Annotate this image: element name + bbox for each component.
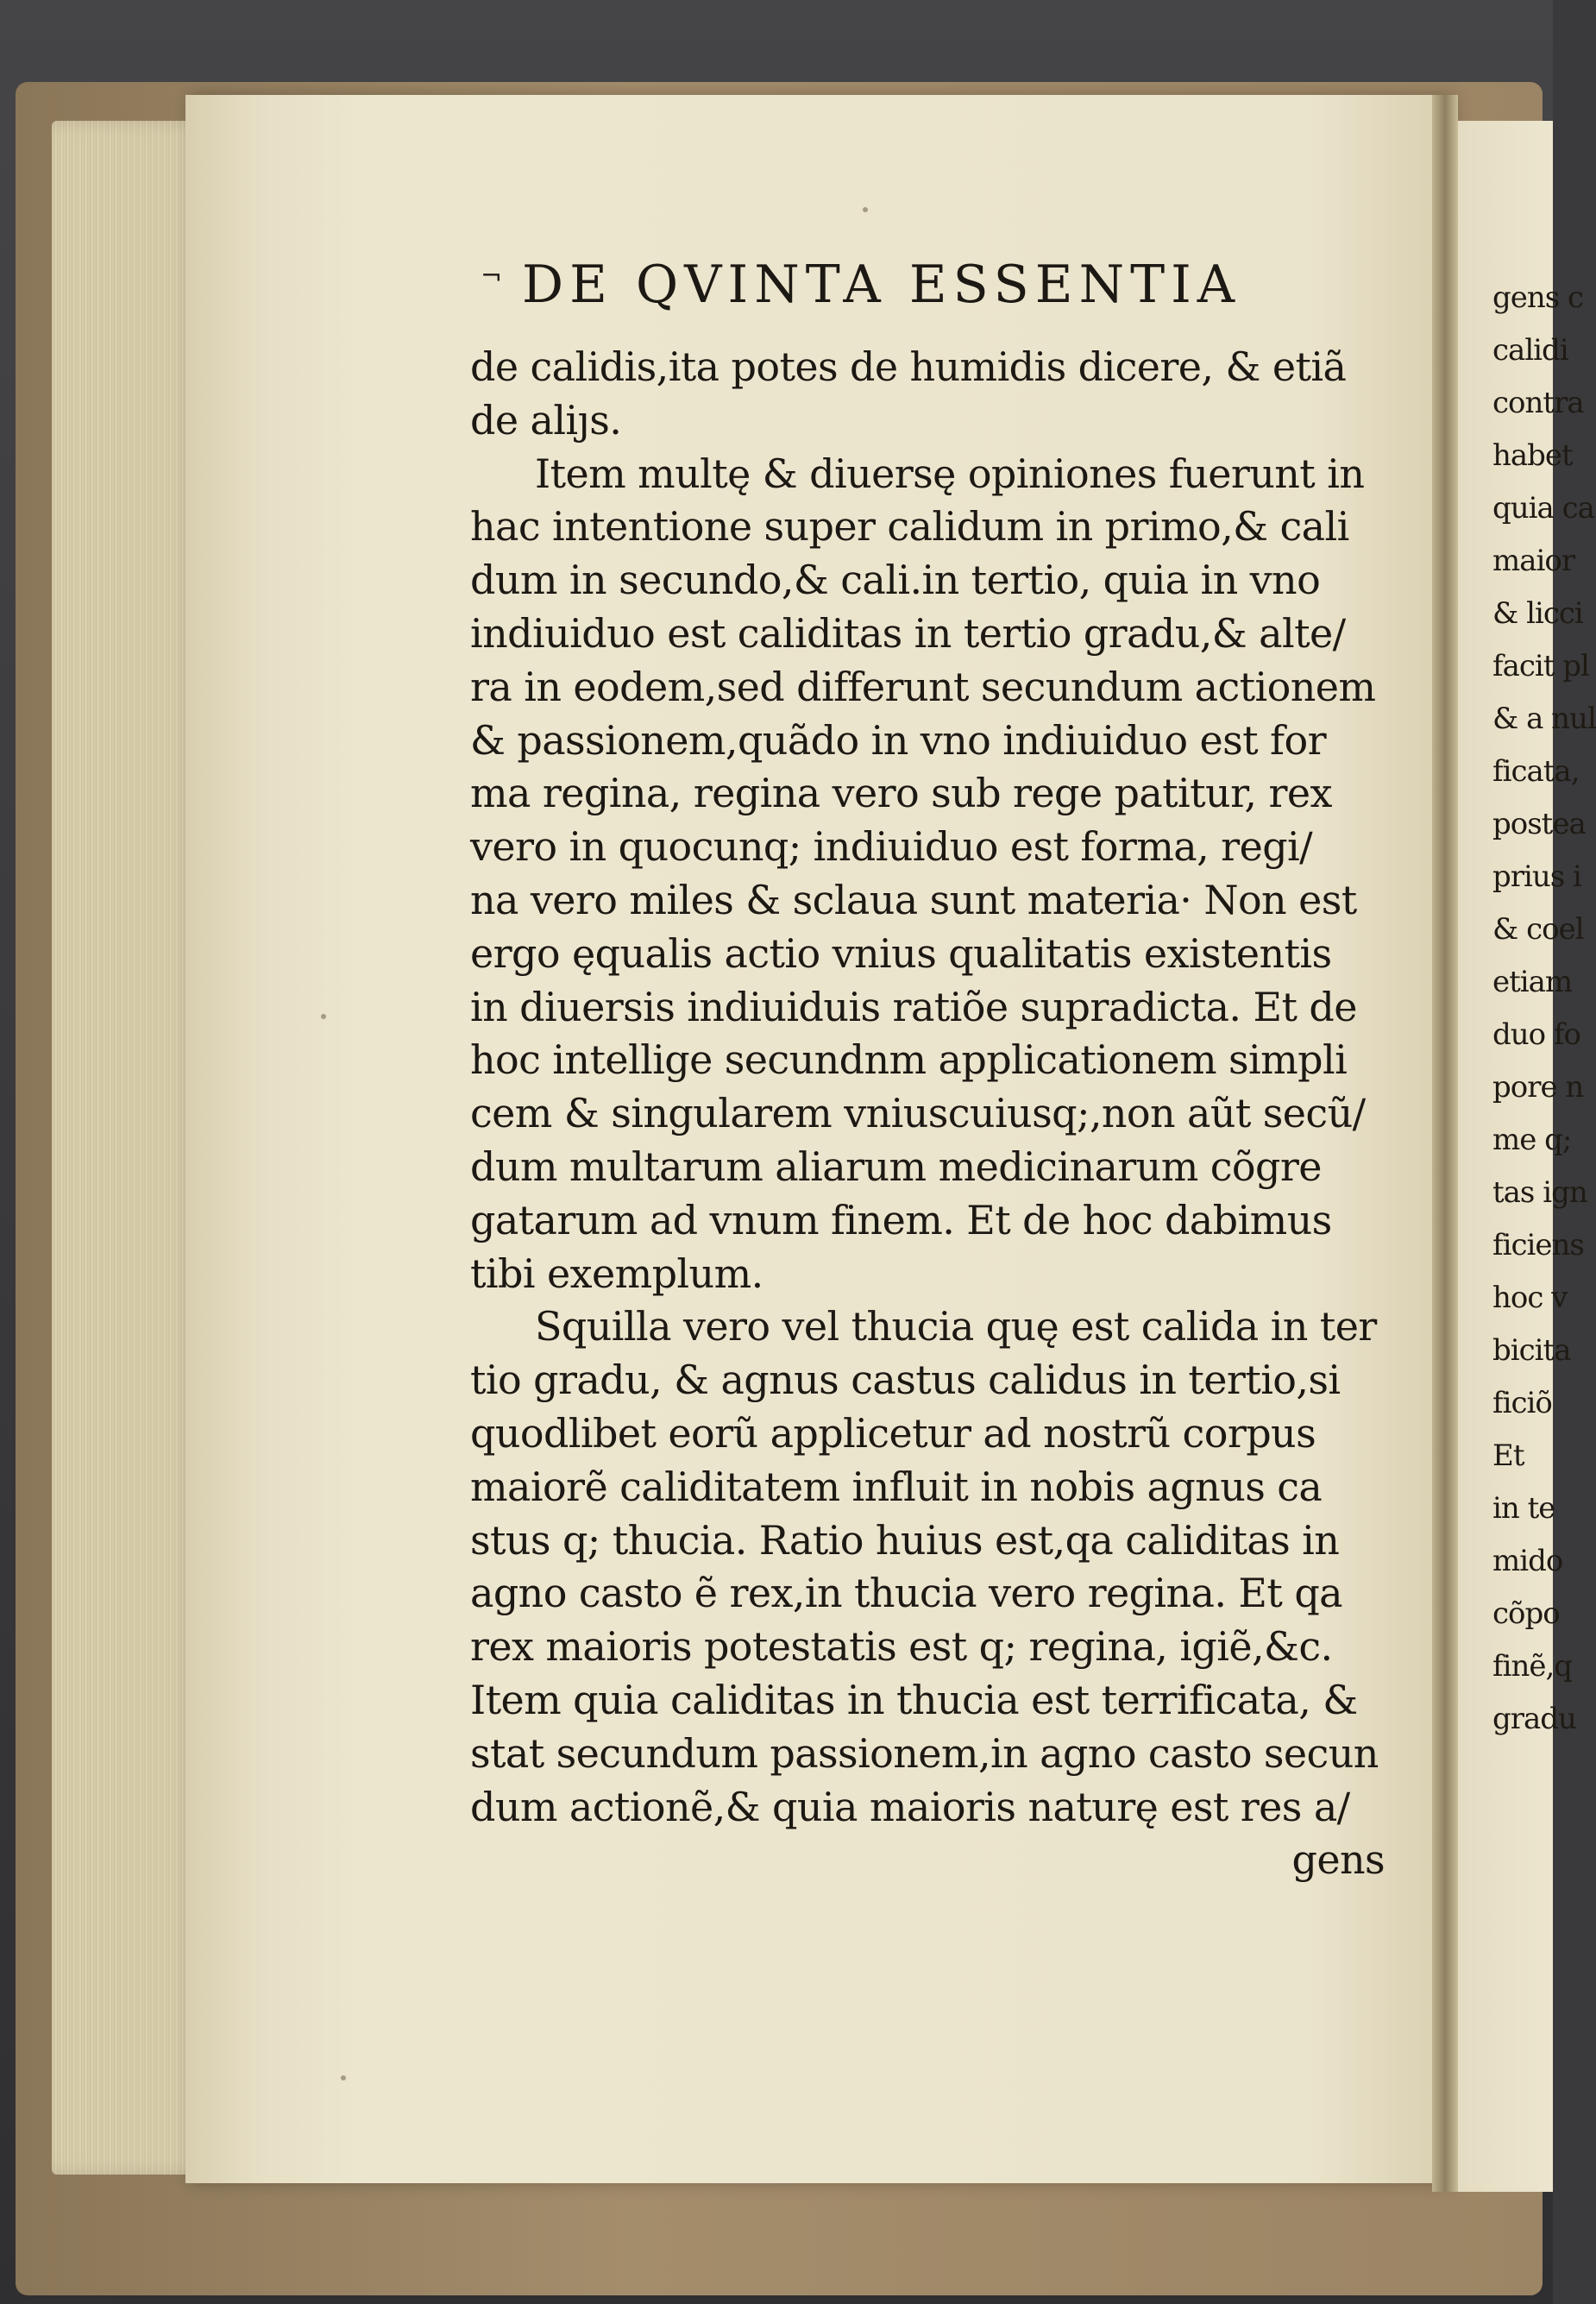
- facing-page-fragment: finẽ,q: [1492, 1649, 1573, 1684]
- facing-page-fragment: calidi: [1492, 333, 1568, 368]
- facing-page-fragment: & coel: [1492, 912, 1584, 947]
- facing-page-fragment: maior: [1492, 544, 1575, 578]
- facing-page-fragment: gens c: [1492, 280, 1584, 315]
- facing-page-fragment: prius i: [1492, 859, 1581, 894]
- facing-page-fragment: Et: [1492, 1438, 1524, 1473]
- facing-page-fragment: bicita: [1492, 1333, 1571, 1368]
- text-line: stus q; thucia. Ratio huius est,qa caliditas in: [470, 1516, 1340, 1564]
- paper-speck: [321, 1014, 326, 1019]
- facing-page-fragment: me q;: [1492, 1123, 1572, 1157]
- text-line: ma regina, regina vero sub rege patitur, rex: [470, 770, 1332, 817]
- page-text: [470, 255, 1385, 1887]
- facing-page-fragment: pore n: [1492, 1070, 1584, 1105]
- facing-page-fragment: postea: [1492, 807, 1586, 841]
- text-line: gatarum ad vnum finem. Et de hoc dabimus: [470, 1196, 1332, 1243]
- facing-page-fragment: & licci: [1492, 596, 1583, 631]
- text-line: ergo ęqualis actio vnius qualitatis existentis: [470, 929, 1332, 977]
- facing-page-fragment: quia ca: [1492, 491, 1594, 526]
- paper-speck: [863, 207, 868, 212]
- facing-page-fragment: cõpo: [1492, 1596, 1560, 1631]
- text-line: hac intentione super calidum in primo,& cali: [470, 503, 1349, 551]
- facing-page-fragment: habet: [1492, 438, 1573, 473]
- text-line: dum in secundo,& cali.in tertio, quia in vno: [470, 557, 1321, 604]
- facing-page-fragment: ficiens: [1492, 1228, 1584, 1262]
- facing-page: [1458, 121, 1596, 2192]
- text-line: ra in eodem,sed differunt secundum actionem: [470, 663, 1376, 710]
- text-line: dum actionẽ,& quia maioris naturę est res a/: [470, 1783, 1350, 1830]
- text-line: tio gradu, & agnus castus calidus in tertio,si: [470, 1357, 1341, 1404]
- facing-page-fragment: ficiõ: [1492, 1386, 1552, 1420]
- text-line: de calidis,ita potes de humidis dicere, & etiã: [470, 343, 1347, 390]
- facing-page-fragment: hoc v: [1492, 1281, 1568, 1315]
- text-line: Squilla vero vel thucia quę est calida in ter: [535, 1303, 1377, 1350]
- book-gutter: [1432, 95, 1458, 2192]
- text-line: tibi exemplum.: [470, 1250, 763, 1297]
- facing-page-fragment: tas ign: [1492, 1175, 1587, 1210]
- text-line: Item quia caliditas in thucia est terrificata, &: [470, 1676, 1358, 1723]
- text-line: stat secundum passionem,in agno casto secun: [470, 1729, 1379, 1777]
- facing-page-fragment: mido: [1492, 1544, 1563, 1578]
- text-line: in diuersis indiuiduis ratiõe supradicta. Et de: [470, 983, 1357, 1030]
- text-line: hoc intellige secundnm applicationem simpli: [470, 1036, 1348, 1084]
- facing-page-fragment: in te: [1492, 1491, 1555, 1526]
- text-line: & passionem,quãdo in vno indiuiduo est for: [470, 716, 1326, 764]
- text-line: cem & singularem vniuscuiusq;,non aũt secũ/: [470, 1090, 1366, 1137]
- text-line: Item multę & diuersę opiniones fuerunt in: [535, 450, 1365, 497]
- text-line: rex maioris potestatis est q; regina, igiẽ,&c.: [470, 1623, 1333, 1671]
- facing-page-fragment: facit pl: [1492, 649, 1589, 683]
- text-line: agno casto ẽ rex,in thucia vero regina. Et qa: [470, 1570, 1342, 1617]
- text-line: indiuiduo est caliditas in tertio gradu,& alte/: [470, 609, 1346, 657]
- facing-page-fragment: contra: [1492, 386, 1584, 420]
- running-header: [470, 255, 1385, 341]
- facing-page-fragment: gradu: [1492, 1702, 1576, 1736]
- text-line: dum multarum aliarum medicinarum cõgre: [470, 1143, 1322, 1190]
- text-line: vero in quocunq; indiuiduo est forma, regi/: [470, 823, 1313, 871]
- text-lines: [470, 341, 1385, 1834]
- running-header-title: DE QVINTA ESSENTIA: [522, 255, 1241, 315]
- text-line: na vero miles & sclaua sunt materia· Non est: [470, 876, 1357, 923]
- facing-page-fragment: duo fo: [1492, 1017, 1580, 1052]
- facing-page-fragment: etiam: [1492, 965, 1573, 999]
- catchword: gens: [1291, 1836, 1385, 1884]
- text-line: maiorẽ caliditatem influit in nobis agnus ca: [470, 1463, 1323, 1510]
- facing-page-fragment: ficata,: [1492, 754, 1580, 789]
- header-mark: ¬: [481, 261, 509, 292]
- facing-page-fragment: & a nul: [1492, 702, 1596, 736]
- paper-speck: [341, 2075, 346, 2081]
- text-line: quodlibet eorũ applicetur ad nostrũ corpus: [470, 1409, 1316, 1457]
- text-line: de aliȷs.: [470, 396, 622, 444]
